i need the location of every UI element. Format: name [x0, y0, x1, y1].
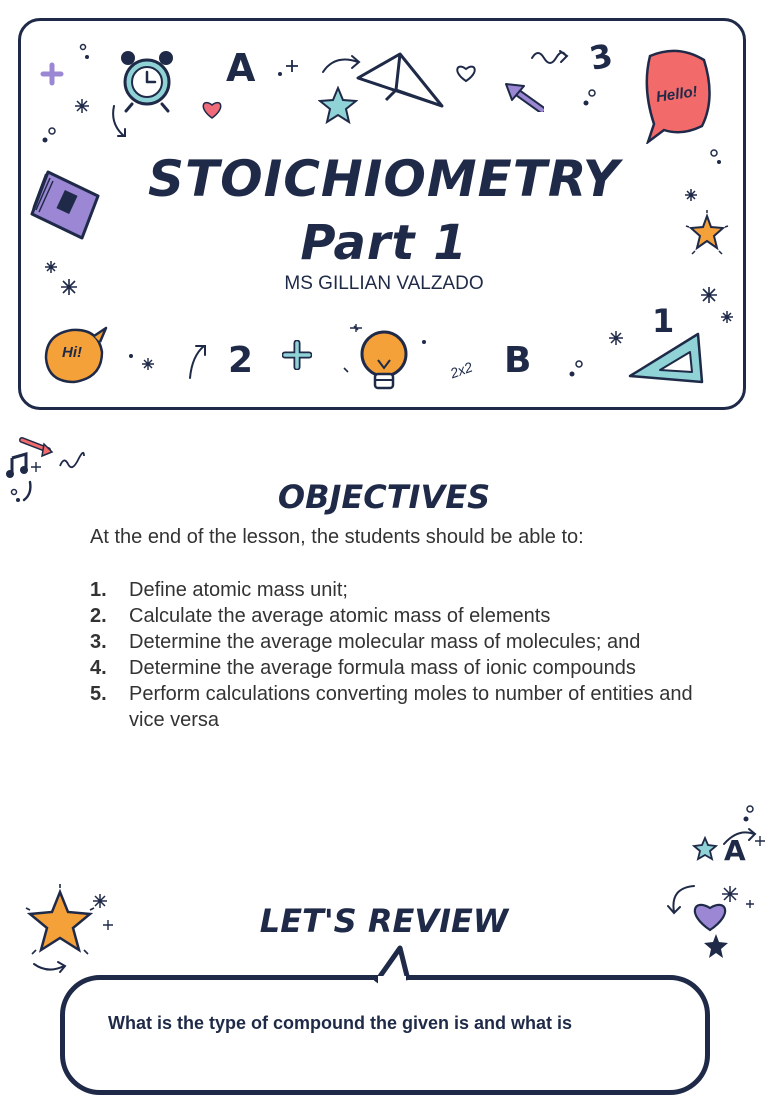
sparkle-icon — [74, 98, 90, 114]
objectives-list — [90, 577, 710, 733]
heart-icon — [200, 98, 224, 120]
list-item — [90, 577, 710, 603]
item-text: Define atomic mass unit; — [129, 579, 348, 601]
item-number: 2. — [90, 605, 107, 627]
item-number: 1. — [90, 579, 107, 601]
objectives-intro: At the end of the lesson, the students should be able to: — [90, 526, 584, 548]
star-icon — [692, 836, 718, 862]
item-text: Perform calculations converting moles to number of entities and vice versa — [129, 683, 693, 731]
list-item — [90, 655, 710, 681]
hi-text: Hi! — [62, 344, 82, 361]
light-bulb-icon — [340, 320, 430, 396]
list-item — [90, 629, 710, 655]
sparkles-icon — [274, 58, 300, 80]
sparkle-icon — [44, 260, 58, 274]
item-text: Determine the average formula mass of ionic compounds — [129, 657, 636, 679]
objectives-title: OBJECTIVES — [277, 478, 491, 516]
plus-icon — [40, 62, 64, 86]
author-name: MS GILLIAN VALZADO — [284, 273, 484, 294]
arrow-up-icon — [186, 342, 210, 380]
number-3-doodle: 3 — [586, 36, 616, 78]
triangle-ruler-icon — [626, 330, 706, 386]
sparkle-icon — [720, 310, 734, 324]
number-1-doodle: 1 — [652, 302, 675, 340]
dots-icon — [40, 126, 58, 146]
arrow-icon — [502, 80, 544, 112]
sparkle-icon — [608, 330, 624, 346]
title-line-1: STOICHIOMETRY — [147, 150, 620, 208]
star-icon — [318, 86, 358, 124]
dots-icon — [580, 88, 600, 110]
heart-outline-icon — [454, 62, 478, 84]
item-number: 4. — [90, 657, 107, 679]
item-number: 5. — [90, 683, 107, 705]
dots-icon — [78, 42, 92, 64]
sparkles-icon — [126, 350, 156, 372]
paper-plane-icon — [356, 50, 446, 110]
squiggle-arrow-icon — [530, 46, 570, 70]
review-speech-box — [60, 975, 710, 1095]
item-text: Calculate the average atomic mass of elements — [129, 605, 551, 627]
item-number: 3. — [90, 631, 107, 653]
sparkle-icon — [700, 286, 718, 304]
curved-arrow-icon — [108, 104, 132, 142]
item-text: Determine the average molecular mass of molecules; and — [129, 631, 641, 653]
hello-text: Hello! — [655, 83, 699, 106]
title-line-2: Part 1 — [300, 215, 468, 271]
book-icon — [30, 166, 102, 242]
math-note-doodle: 2x2 — [447, 358, 475, 382]
plus-icon — [282, 340, 312, 370]
dots-icon — [740, 804, 758, 826]
letter-a-doodle: A — [226, 46, 256, 90]
letter-b-doodle: B — [504, 340, 532, 381]
dots-icon — [566, 358, 586, 380]
sparkle-icon — [684, 188, 698, 202]
star-icon — [684, 210, 730, 256]
sparkle-icon — [60, 278, 78, 296]
list-item — [90, 681, 710, 733]
number-2-doodle: 2 — [228, 340, 254, 381]
letter-a-doodle: A — [724, 834, 746, 867]
review-question: What is the type of compound the given is and what is — [108, 1013, 573, 1033]
review-title: LET'S REVIEW — [259, 902, 509, 940]
dots-icon — [708, 148, 724, 168]
list-item — [90, 603, 710, 629]
speech-box-pointer — [372, 944, 436, 984]
